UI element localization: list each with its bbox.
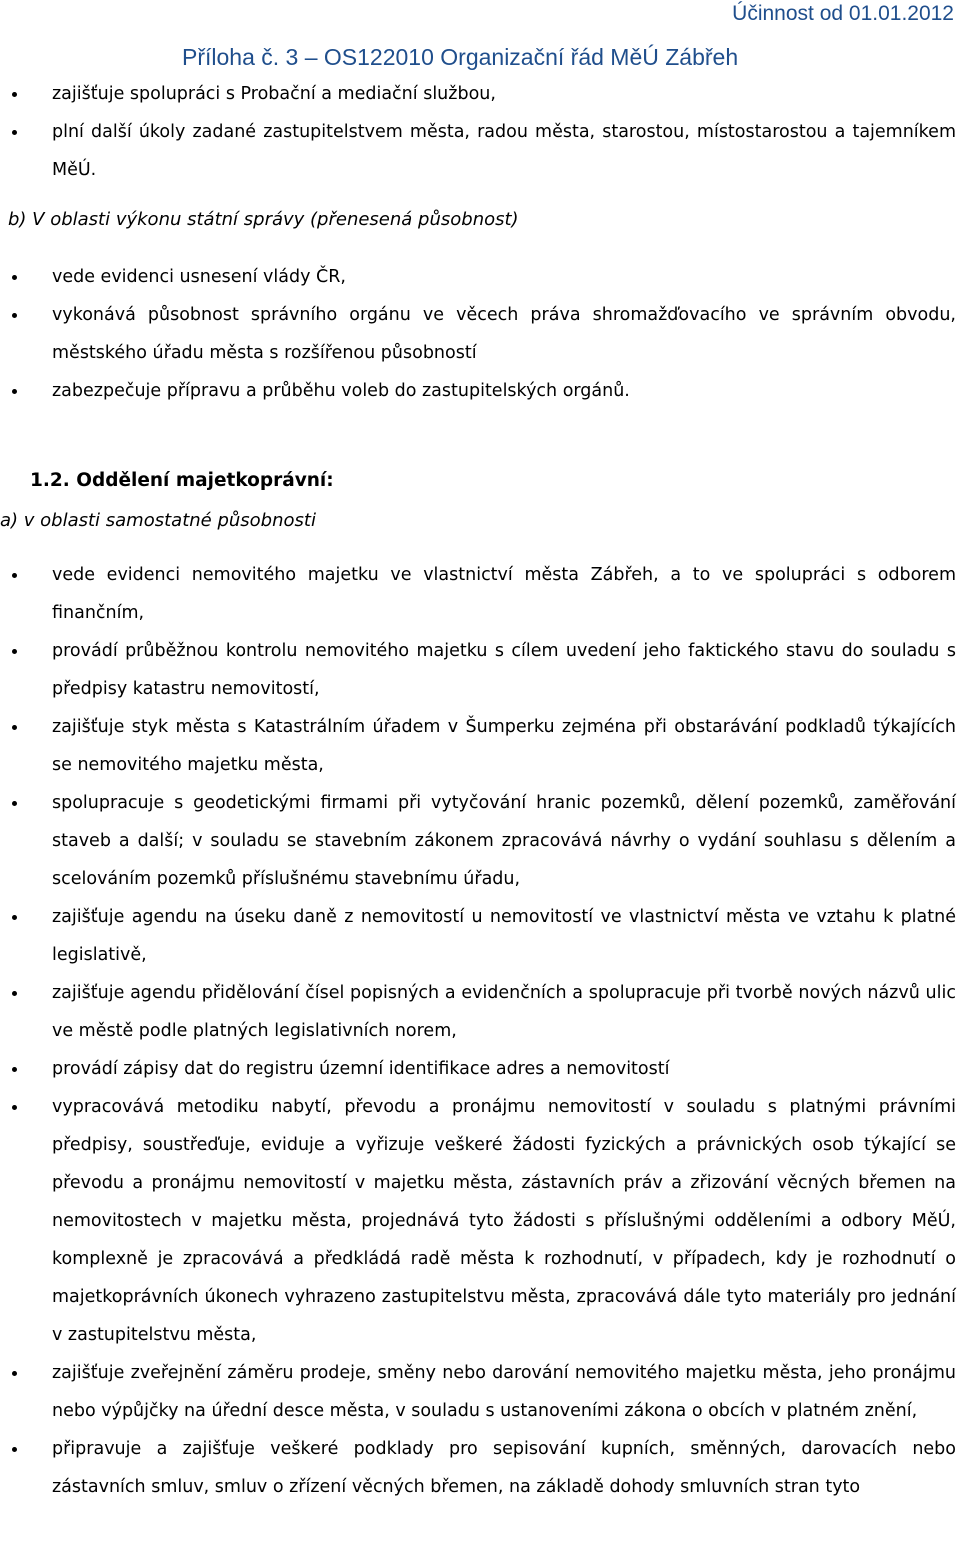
bullet-icon (12, 649, 17, 654)
bullet-icon (12, 1067, 17, 1072)
subsection-title: 1.2. Oddělení majetkoprávní: (30, 470, 334, 491)
list-state-administration (0, 258, 960, 410)
bullet-icon (12, 313, 17, 318)
list-item: vypracovává metodiku nabytí, převodu a pronájmu nemovitostí v souladu s platnými právními předpisy, soustřeďuje, eviduje a vyřizuje veškeré žádosti fyzických a právnických osob týkající se převodu a pronájmu nemovitostí v majetku města, zástavních práv a zřizování věcných břemen na nemovitostech v majetku města, projednává tyto žádosti s příslušnými odděleními a odbory MěÚ, komplexně je zpracovává a předkládá radě města k rozhodnutí, v případech, kdy je rozhodnutí o majetkoprávních úkonech vyhrazeno zastupitelstvu města, zpracovává dále tyto materiály pro jednání v zastupitelstvu města, (0, 1088, 960, 1354)
list-continuation (0, 75, 960, 189)
list-item: zajišťuje agendu na úseku daně z nemovitostí u nemovitostí ve vlastnictví města ve vztahu k platné legislativě, (0, 898, 960, 974)
bullet-icon (12, 130, 17, 135)
bullet-icon (12, 92, 17, 97)
bullet-icon (12, 801, 17, 806)
effective-date: Účinnost od 01.01.2012 (732, 2, 954, 25)
bullet-icon (12, 991, 17, 996)
list-item: zajišťuje agendu přidělování čísel popisných a evidenčních a spolupracuje při tvorbě nových názvů ulic ve městě podle platných legislativních norem, (0, 974, 960, 1050)
bullet-icon (12, 1105, 17, 1110)
list-item: zabezpečuje přípravu a průběhu voleb do zastupitelských orgánů. (0, 372, 960, 410)
list-item: zajišťuje zveřejnění záměru prodeje, směny nebo darování nemovitého majetku města, jeho pronájmu nebo výpůjčky na úřední desce města, v souladu s ustanoveními zákona o obcích v platném znění, (0, 1354, 960, 1430)
document-title: Příloha č. 3 – OS122010 Organizační řád MěÚ Zábřeh (182, 44, 739, 70)
section-heading-a: a) v oblasti samostatné působnosti (0, 510, 316, 531)
bullet-icon (12, 915, 17, 920)
list-item: provádí zápisy dat do registru územní identifikace adres a nemovitostí (0, 1050, 960, 1088)
bullet-icon (12, 1447, 17, 1452)
list-property-department (0, 556, 960, 1506)
bullet-icon (12, 275, 17, 280)
bullet-icon (12, 725, 17, 730)
list-item: připravuje a zajišťuje veškeré podklady pro sepisování kupních, směnných, darovacích nebo zástavních smluv, smluv o zřízení věcných břemen, na základě dohody smluvních stran tyto (0, 1430, 960, 1506)
list-item: plní další úkoly zadané zastupitelstvem města, radou města, starostou, místostarostou a tajemníkem MěÚ. (0, 113, 960, 189)
list-item: spolupracuje s geodetickými firmami při vytyčování hranic pozemků, dělení pozemků, zaměřování staveb a další; v souladu se stavebním zákonem zpracovává návrhy o vydání souhlasu s dělením a scelováním pozemků příslušnému stavebnímu úřadu, (0, 784, 960, 898)
list-item: vede evidenci usnesení vlády ČR, (0, 258, 960, 296)
bullet-icon (12, 1371, 17, 1376)
list-item: provádí průběžnou kontrolu nemovitého majetku s cílem uvedení jeho faktického stavu do souladu s předpisy katastru nemovitostí, (0, 632, 960, 708)
bullet-icon (12, 573, 17, 578)
list-item: vede evidenci nemovitého majetku ve vlastnictví města Zábřeh, a to ve spolupráci s odborem finančním, (0, 556, 960, 632)
list-item: vykonává působnost správního orgánu ve věcech práva shromažďovacího ve správním obvodu, městského úřadu města s rozšířenou působností (0, 296, 960, 372)
list-item: zajišťuje spolupráci s Probační a mediační službou, (0, 75, 960, 113)
list-item: zajišťuje styk města s Katastrálním úřadem v Šumperku zejména při obstarávání podkladů týkajících se nemovitého majetku města, (0, 708, 960, 784)
bullet-icon (12, 389, 17, 394)
section-heading-b: b) V oblasti výkonu státní správy (přenesená působnost) (8, 209, 519, 230)
